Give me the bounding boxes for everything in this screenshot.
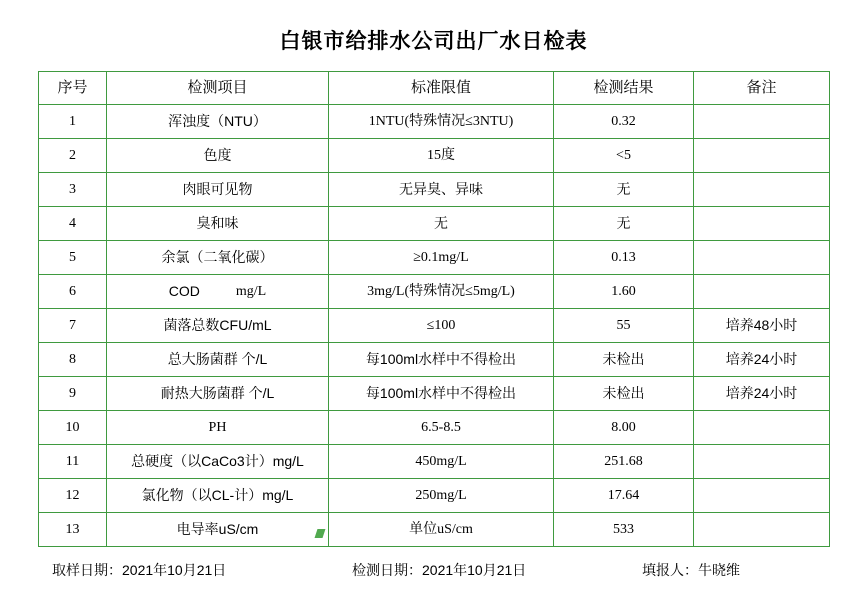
cell-limit: 450mg/L	[329, 445, 554, 479]
cell-item: 色度	[107, 139, 329, 173]
cell-remark	[694, 411, 830, 445]
water-quality-table	[38, 71, 830, 547]
report-table-container	[0, 71, 867, 547]
cell-limit: 无异臭、异味	[329, 173, 554, 207]
column-header-remark: 备注	[694, 72, 830, 105]
cell-remark: 培养24小时	[694, 377, 830, 411]
table-row	[39, 275, 830, 309]
cell-no: 7	[39, 309, 107, 343]
cell-item: 肉眼可见物	[107, 173, 329, 207]
cell-result: 1.60	[554, 275, 694, 309]
sample-date: 取样日期：2021年10月21日	[52, 562, 227, 578]
cell-no: 6	[39, 275, 107, 309]
column-header-no: 序号	[39, 72, 107, 105]
cell-remark	[694, 241, 830, 275]
cell-remark	[694, 479, 830, 513]
table-row	[39, 139, 830, 173]
page-title: 白银市给排水公司出厂水日检表	[279, 29, 588, 53]
cell-item-label: COD	[168, 282, 200, 299]
table-body	[39, 105, 830, 547]
reporter-name: 填报人：牛晓维	[642, 562, 740, 578]
cell-no: 12	[39, 479, 107, 513]
cell-remark	[694, 275, 830, 309]
cell-item: 电导率uS/cm	[107, 513, 329, 547]
cell-item: 耐热大肠菌群 个/L	[107, 377, 329, 411]
cell-limit: 1NTU(特殊情况≤3NTU)	[329, 105, 554, 139]
cell-item: 菌落总数CFU/mL	[107, 309, 329, 343]
document-footer	[0, 560, 867, 580]
cell-limit: 无	[329, 207, 554, 241]
cell-result: 无	[554, 173, 694, 207]
cell-remark	[694, 445, 830, 479]
cell-limit: 单位uS/cm	[329, 513, 554, 547]
cell-no: 1	[39, 105, 107, 139]
cell-result: 8.00	[554, 411, 694, 445]
cell-remark	[694, 513, 830, 547]
cell-remark	[694, 173, 830, 207]
cell-item: 总大肠菌群 个/L	[107, 343, 329, 377]
cell-no: 11	[39, 445, 107, 479]
cell-result: <5	[554, 139, 694, 173]
cell-item: 余氯（二氧化碳）	[107, 241, 329, 275]
cell-no: 2	[39, 139, 107, 173]
cell-limit: 3mg/L(特殊情况≤5mg/L)	[329, 275, 554, 309]
cell-remark: 培养24小时	[694, 343, 830, 377]
cell-no: 9	[39, 377, 107, 411]
cell-result: 17.64	[554, 479, 694, 513]
cell-limit: 250mg/L	[329, 479, 554, 513]
cell-limit: 每100ml水样中不得检出	[329, 343, 554, 377]
cell-result: 0.32	[554, 105, 694, 139]
cell-remark: 培养48小时	[694, 309, 830, 343]
cell-limit: 15度	[329, 139, 554, 173]
cell-result: 251.68	[554, 445, 694, 479]
cell-limit: ≥0.1mg/L	[329, 241, 554, 275]
cell-no: 8	[39, 343, 107, 377]
cell-result: 未检出	[554, 377, 694, 411]
cell-no: 10	[39, 411, 107, 445]
cell-result: 未检出	[554, 343, 694, 377]
table-row	[39, 309, 830, 343]
cell-remark	[694, 207, 830, 241]
cell-item: 总硬度（以CaCo3计）mg/L	[107, 445, 329, 479]
cell-limit: 每100ml水样中不得检出	[329, 377, 554, 411]
table-row	[39, 445, 830, 479]
table-row	[39, 377, 830, 411]
table-row	[39, 513, 830, 547]
cell-item	[107, 275, 329, 309]
cell-no: 13	[39, 513, 107, 547]
cell-item-unit: mg/L	[235, 283, 267, 299]
cell-remark	[694, 105, 830, 139]
cell-remark	[694, 139, 830, 173]
table-row	[39, 207, 830, 241]
table-row	[39, 343, 830, 377]
column-header-item: 检测项目	[107, 72, 329, 105]
table-header	[39, 72, 830, 105]
cell-item: 浑浊度（NTU）	[107, 105, 329, 139]
cell-no: 5	[39, 241, 107, 275]
table-row	[39, 411, 830, 445]
table-row	[39, 479, 830, 513]
cell-result: 0.13	[554, 241, 694, 275]
cell-result: 无	[554, 207, 694, 241]
cell-result: 533	[554, 513, 694, 547]
cell-item: PH	[107, 411, 329, 445]
cell-limit: 6.5-8.5	[329, 411, 554, 445]
table-row	[39, 105, 830, 139]
table-header-row	[39, 72, 830, 105]
cell-result: 55	[554, 309, 694, 343]
cell-limit: ≤100	[329, 309, 554, 343]
test-date: 检测日期：2021年10月21日	[352, 562, 527, 578]
table-row	[39, 173, 830, 207]
cell-item: 臭和味	[107, 207, 329, 241]
column-header-limit: 标准限值	[329, 72, 554, 105]
cell-item: 氯化物（以CL-计）mg/L	[107, 479, 329, 513]
table-row	[39, 241, 830, 275]
cell-no: 3	[39, 173, 107, 207]
cell-no: 4	[39, 207, 107, 241]
column-header-result: 检测结果	[554, 72, 694, 105]
